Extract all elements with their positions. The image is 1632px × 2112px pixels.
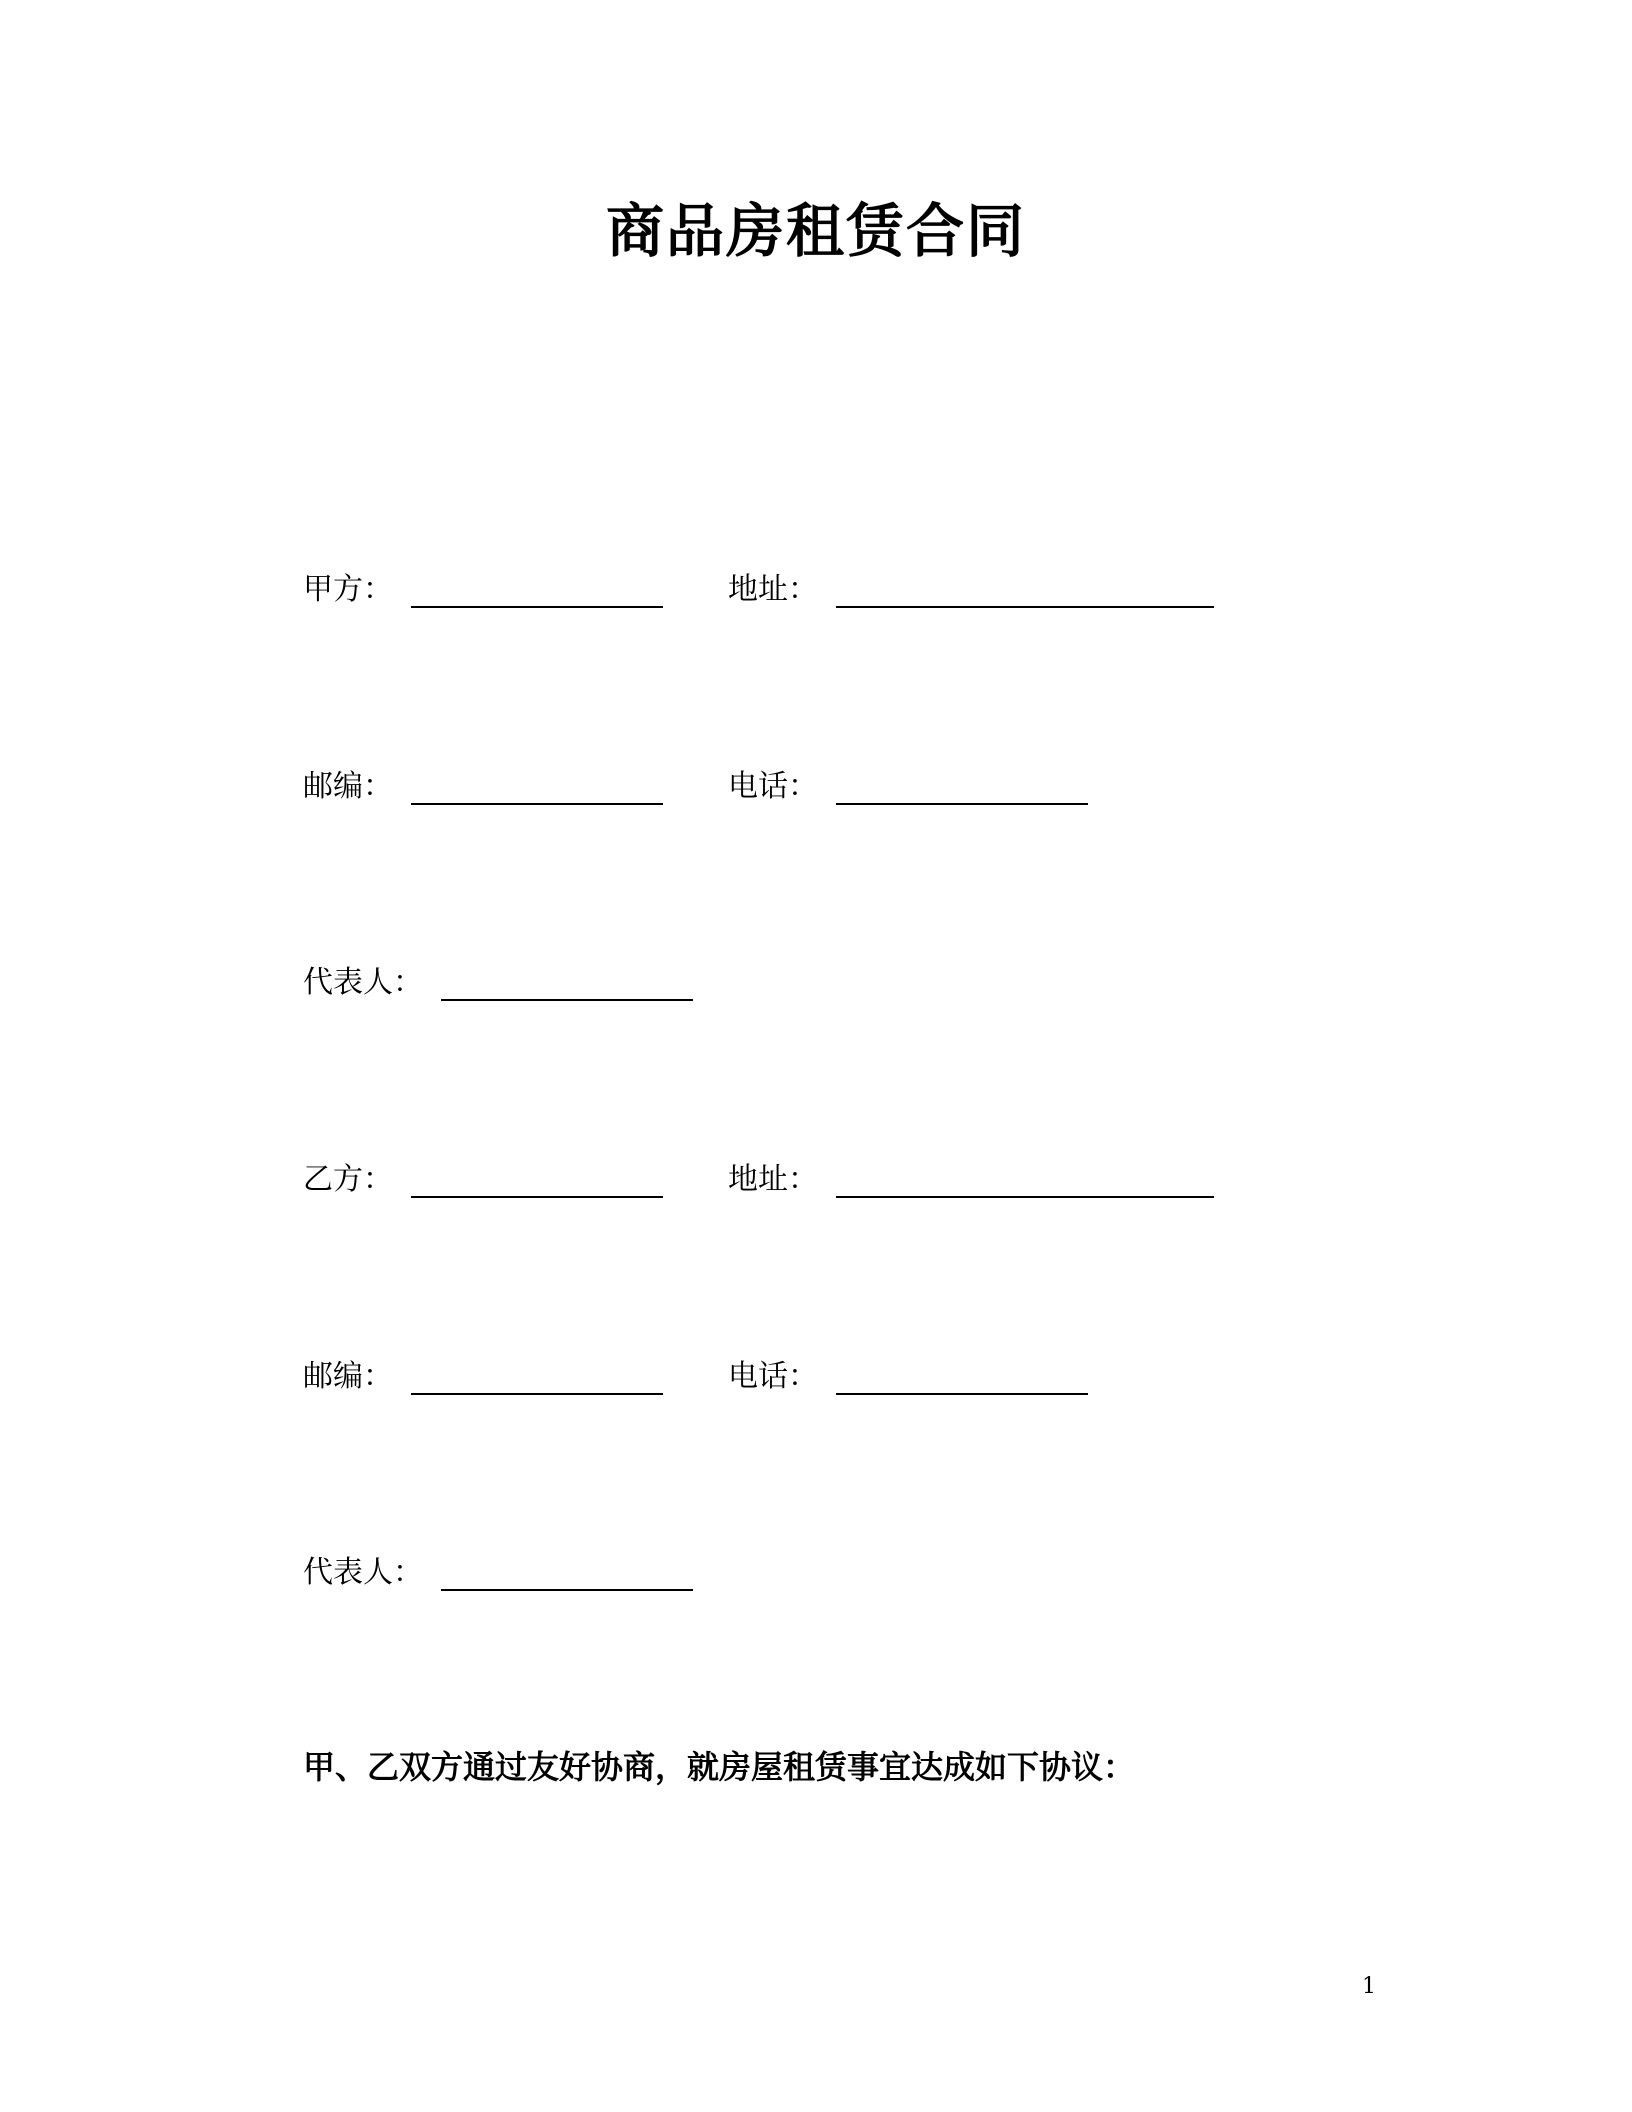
party-a-representative-label: 代表人：: [303, 965, 423, 1000]
party-a-phone-label: 电话：: [728, 769, 818, 804]
party-b-representative-field: [303, 1543, 693, 1593]
party-a-postcode-label: 邮编：: [303, 769, 393, 804]
party-a-address-label: 地址：: [728, 572, 818, 607]
party-a-postcode-blank[interactable]: [411, 773, 663, 805]
party-b-phone-label: 电话：: [728, 1359, 818, 1394]
agreement-intro: 甲、乙双方通过友好协商，就房屋租赁事宜达成如下协议：: [303, 1748, 1136, 1786]
party-a-address-blank[interactable]: [836, 576, 1214, 608]
party-a-phone-blank[interactable]: [836, 773, 1088, 805]
party-b-address-field: [728, 1150, 1214, 1200]
party-a-phone-field: [728, 757, 1088, 807]
document-title: 商品房租赁合同: [605, 197, 1026, 265]
party-b-label: 乙方：: [303, 1162, 393, 1197]
party-b-postcode-field: [303, 1347, 663, 1397]
party-a-postcode-field: [303, 757, 663, 807]
party-b-name-blank[interactable]: [411, 1166, 663, 1198]
party-b-representative-label: 代表人：: [303, 1555, 423, 1590]
party-b-representative-blank[interactable]: [441, 1559, 693, 1591]
party-b-name-field: [303, 1150, 663, 1200]
party-b-postcode-label: 邮编：: [303, 1359, 393, 1394]
party-b-postcode-blank[interactable]: [411, 1363, 663, 1395]
party-a-name-blank[interactable]: [411, 576, 663, 608]
party-b-address-label: 地址：: [728, 1162, 818, 1197]
party-b-phone-blank[interactable]: [836, 1363, 1088, 1395]
party-a-representative-field: [303, 953, 693, 1003]
party-b-phone-field: [728, 1347, 1088, 1397]
party-a-name-field: [303, 560, 663, 610]
page-number: 1: [1362, 1974, 1376, 1999]
party-b-address-blank[interactable]: [836, 1166, 1214, 1198]
party-a-representative-blank[interactable]: [441, 969, 693, 1001]
party-a-label: 甲方：: [303, 572, 393, 607]
party-a-address-field: [728, 560, 1214, 610]
